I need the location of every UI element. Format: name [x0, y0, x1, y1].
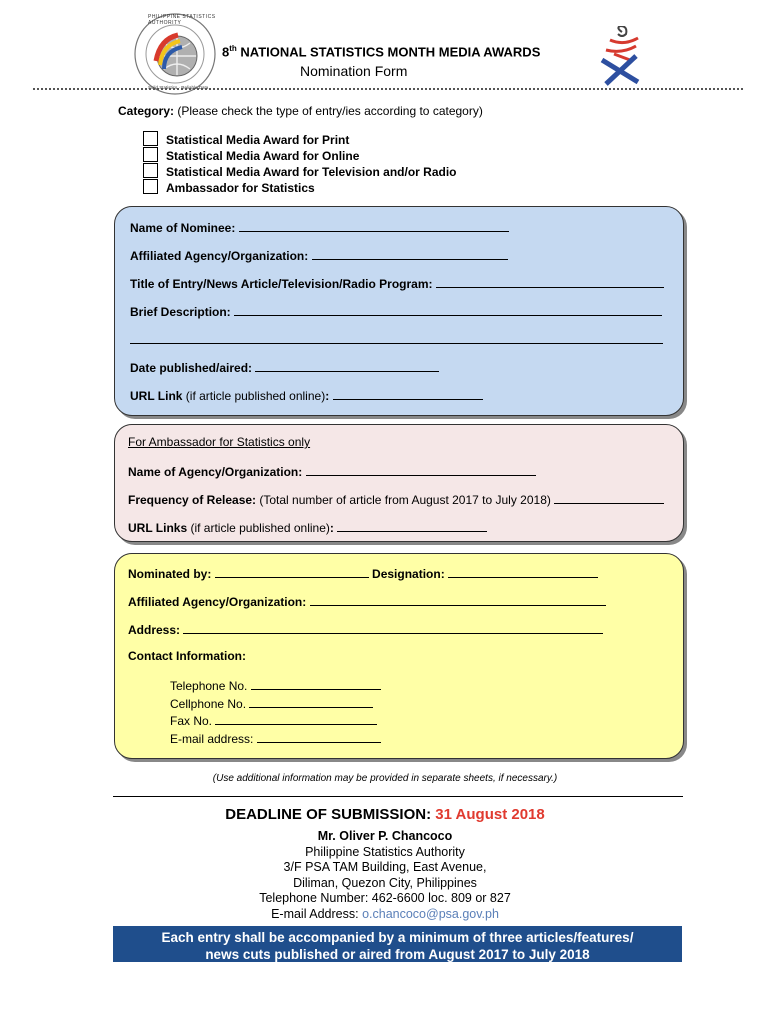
telephone-field[interactable]: Telephone No. [170, 677, 381, 693]
nsm-mascot-logo [592, 26, 652, 88]
contact-phone: Telephone Number: 462-6600 loc. 809 or 827 [259, 891, 511, 906]
ambassador-url-field[interactable]: URL Links (if article published online): [128, 519, 487, 535]
fax-field[interactable]: Fax No. [170, 712, 377, 728]
ambassador-heading: For Ambassador for Statistics only [128, 435, 311, 449]
contact-email-line: E-mail Address: o.chancoco@psa.gov.ph [271, 906, 499, 921]
nominated-by-field[interactable]: Nominated by: Designation: [128, 565, 598, 581]
contact-info-label: Contact Information: [128, 649, 246, 663]
logo-ring-text: PHILIPPINE STATISTICS AUTHORITY [148, 14, 216, 26]
requirement-banner [113, 926, 682, 962]
category-heading: Category: (Please check the type of entry/ies according to category) [118, 104, 483, 118]
contact-org: Philippine Statistics Authority [305, 844, 465, 859]
contact-address-2: Diliman, Quezon City, Philippines [293, 875, 477, 890]
nominator-agency-field[interactable]: Affiliated Agency/Organization: [128, 593, 606, 609]
logo-motto-text: Solid Statistics · Reliable Data [148, 85, 209, 90]
frequency-field[interactable]: Frequency of Release: (Total number of article from August 2017 to July 2018) [128, 491, 664, 507]
checkbox-ambassador[interactable] [143, 179, 158, 194]
banner-line-1: Each entry shall be accompanied by a minimum of three articles/features/ [161, 930, 634, 945]
contact-block [0, 829, 770, 923]
url-link-field[interactable]: URL Link (if article published online): [130, 387, 483, 403]
contact-email-link[interactable]: o.chancoco@psa.gov.ph [362, 906, 499, 921]
deadline-divider [113, 796, 683, 797]
category-option-tv-radio: Statistical Media Award for Television and/or Radio [166, 165, 457, 179]
entry-title-field[interactable]: Title of Entry/News Article/Television/Radio Program: [130, 275, 664, 291]
address-field[interactable]: Address: [128, 621, 603, 637]
email-field[interactable]: E-mail address: [170, 730, 381, 746]
checkbox-online[interactable] [143, 147, 158, 162]
category-option-print: Statistical Media Award for Print [166, 133, 350, 147]
category-option-online: Statistical Media Award for Online [166, 149, 360, 163]
psa-logo [134, 13, 216, 95]
banner-line-2: news cuts published or aired from August 2017 to July 2018 [205, 947, 590, 962]
description-field[interactable]: Brief Description: [130, 303, 662, 319]
date-published-field[interactable]: Date published/aired: [130, 359, 439, 375]
deadline-date: 31 August 2018 [435, 806, 545, 823]
checkbox-tv-radio[interactable] [143, 163, 158, 178]
category-option-ambassador: Ambassador for Statistics [166, 181, 315, 195]
nominee-agency-field[interactable]: Affiliated Agency/Organization: [130, 247, 508, 263]
nominee-name-field[interactable]: Name of Nominee: [130, 219, 509, 235]
cellphone-field[interactable]: Cellphone No. [170, 695, 373, 711]
header-divider [33, 88, 743, 90]
description-line-2[interactable] [130, 343, 663, 344]
additional-info-note: (Use additional information may be provided in separate sheets, if necessary.) [212, 773, 558, 784]
deadline-heading: DEADLINE OF SUBMISSION: 31 August 2018 [225, 806, 545, 823]
checkbox-print[interactable] [143, 131, 158, 146]
page-title: 8th NATIONAL STATISTICS MONTH MEDIA AWARDS [222, 44, 541, 60]
page-subtitle: Nomination Form [300, 63, 408, 79]
ambassador-agency-field[interactable]: Name of Agency/Organization: [128, 463, 536, 479]
contact-name: Mr. Oliver P. Chancoco [317, 829, 453, 843]
contact-address-1: 3/F PSA TAM Building, East Avenue, [283, 860, 487, 875]
